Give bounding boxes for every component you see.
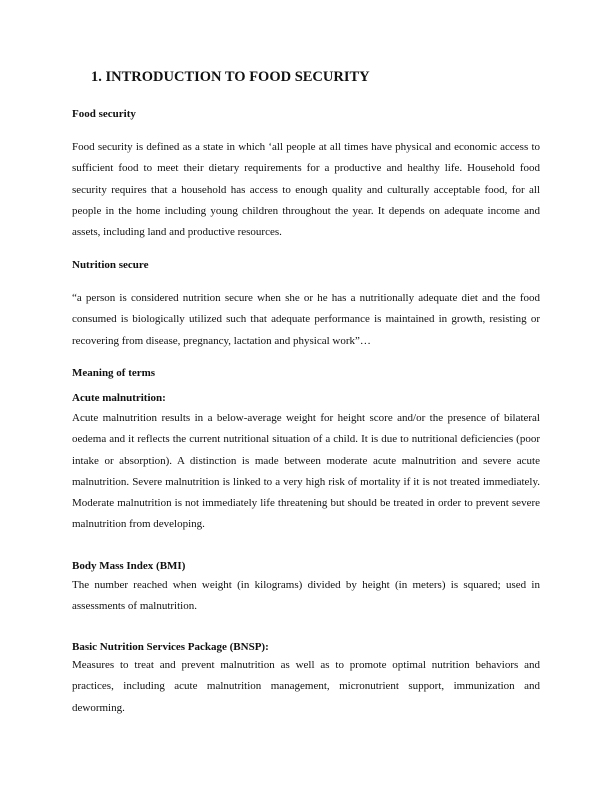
heading-food-security: Food security xyxy=(72,108,136,120)
page-title: 1. INTRODUCTION TO FOOD SECURITY xyxy=(91,69,370,85)
paragraph-acute-malnutrition: Acute malnutrition results in a below-average weight for height score and/or the presence of bilateral oedema and it reflects the current nutritional situation of a child. It is due to nutritional deficiencies (poor intake or absorption). A distinction is made between moderate acute malnutrition and severe acute malnutrition. Severe malnutrition is linked to a very high risk of mortality if it is not treated immediately. Moderate malnutrition is not immediately life threatening but should be treated in order to prevent severe malnutrition from developing. xyxy=(72,412,540,531)
heading-nutrition-secure: Nutrition secure xyxy=(72,259,149,271)
heading-acute-malnutrition: Acute malnutrition: xyxy=(72,392,166,404)
paragraph-bnsp: Measures to treat and prevent malnutrition as well as to promote optimal nutrition behaviors and practices, including acute malnutrition management, micronutrient support, immunization and deworming. xyxy=(72,659,540,714)
paragraph-nutrition-secure: “a person is considered nutrition secure when she or he has a nutritionally adequate diet and the food consumed is biologically utilized such that adequate performance is maintained in growth, resisting or recovering from disease, pregnancy, lactation and physical work”… xyxy=(72,292,540,347)
paragraph-bmi: The number reached when weight (in kilograms) divided by height (in meters) is squared; used in assessments of malnutrition. xyxy=(72,579,540,613)
heading-meaning-of-terms: Meaning of terms xyxy=(72,367,156,379)
heading-bnsp: Basic Nutrition Services Package (BNSP): xyxy=(72,641,269,653)
paragraph-food-security: Food security is defined as a state in which ‘all people at all times have physical and economic access to sufficient food to meet their dietary requirements for a productive and healthy life. Household food security requires that a household has access to enough quality and culturally acceptable food, for all people in the home including young children throughout the year. It depends on adequate income and assets, including land and productive resources. xyxy=(72,141,540,239)
heading-bmi: Body Mass Index (BMI) xyxy=(72,560,186,572)
